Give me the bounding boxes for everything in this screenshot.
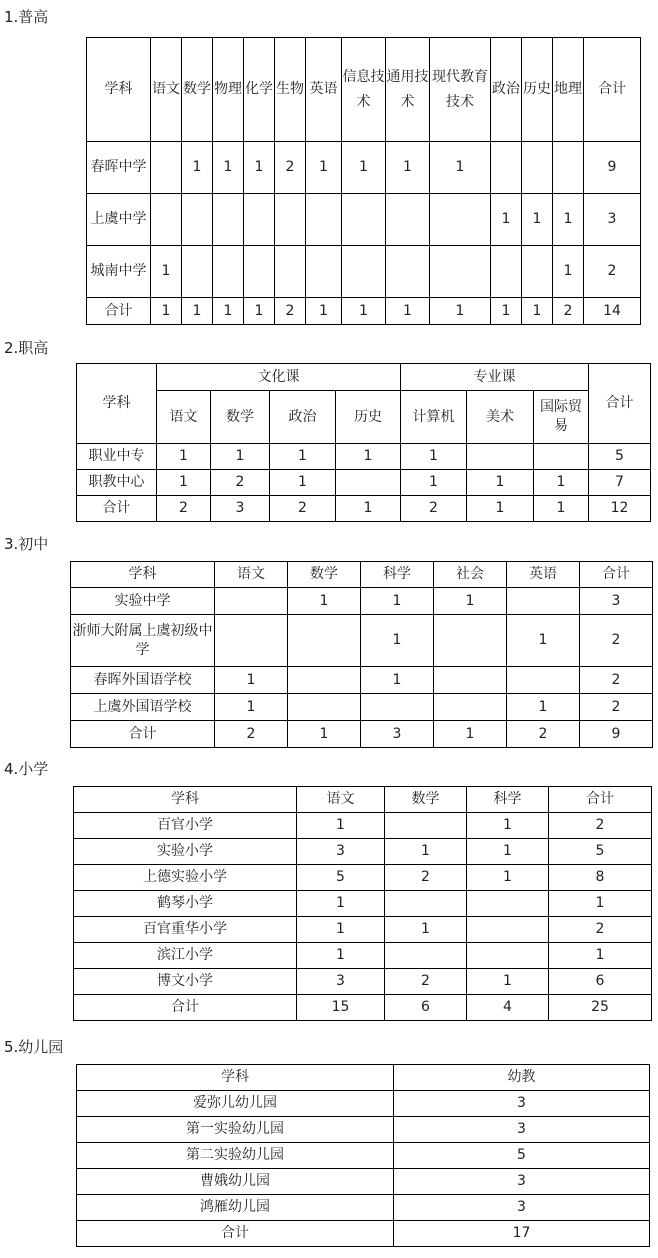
data-cell: 2 (580, 615, 653, 667)
column-header: 合计 (580, 562, 653, 588)
data-cell (244, 194, 275, 246)
data-cell: 3 (394, 1117, 650, 1143)
column-header: 英语 (507, 562, 580, 588)
data-cell (151, 142, 182, 194)
column-header: 语文 (157, 391, 211, 444)
data-cell: 1 (534, 496, 589, 522)
column-header: 英语 (306, 38, 342, 142)
data-cell: 14 (584, 298, 641, 325)
column-header: 政治 (491, 38, 522, 142)
column-header: 信息技术 (342, 38, 386, 142)
total-row (77, 1221, 650, 1247)
data-cell: 6 (549, 969, 652, 995)
data-cell: 1 (401, 444, 467, 470)
data-cell (522, 142, 553, 194)
data-cell: 1 (553, 246, 584, 298)
data-cell: 1 (211, 444, 270, 470)
data-cell: 9 (580, 721, 653, 748)
header-row (77, 1065, 650, 1091)
data-cell: 7 (589, 470, 651, 496)
data-cell: 1 (507, 615, 580, 667)
column-header: 语文 (151, 38, 182, 142)
data-cell (385, 943, 467, 969)
column-header: 科学 (361, 562, 434, 588)
data-cell: 1 (244, 298, 275, 325)
row-label: 鹤琴小学 (74, 891, 297, 917)
table-row (87, 246, 641, 298)
column-header: 数学 (182, 38, 213, 142)
data-cell: 1 (467, 496, 534, 522)
column-header: 政治 (270, 391, 336, 444)
column-header: 现代教育技术 (430, 38, 491, 142)
row-label: 上虞外国语学校 (71, 694, 215, 721)
column-header: 化学 (244, 38, 275, 142)
row-label: 合计 (71, 721, 215, 748)
data-cell: 2 (580, 694, 653, 721)
column-header: 学科 (71, 562, 215, 588)
data-cell: 2 (385, 969, 467, 995)
column-header: 合计 (584, 38, 641, 142)
row-label: 合计 (77, 1221, 394, 1247)
data-cell: 1 (213, 142, 244, 194)
data-cell: 3 (394, 1091, 650, 1117)
header-total: 合计 (589, 364, 651, 444)
data-cell (430, 194, 491, 246)
data-cell: 1 (215, 694, 288, 721)
data-cell: 1 (430, 142, 491, 194)
column-header: 语文 (215, 562, 288, 588)
data-cell: 1 (297, 891, 385, 917)
column-header: 美术 (467, 391, 534, 444)
data-cell: 5 (549, 839, 652, 865)
data-cell: 3 (211, 496, 270, 522)
data-cell (491, 142, 522, 194)
row-label: 百官重华小学 (74, 917, 297, 943)
data-cell: 1 (386, 142, 430, 194)
table-kindergarten (76, 1064, 650, 1247)
table-row (74, 839, 652, 865)
data-cell: 1 (549, 943, 652, 969)
data-cell (182, 246, 213, 298)
data-cell: 12 (589, 496, 651, 522)
data-cell: 1 (244, 142, 275, 194)
data-cell: 3 (361, 721, 434, 748)
data-cell (361, 694, 434, 721)
data-cell (213, 246, 244, 298)
data-cell: 1 (467, 470, 534, 496)
section-heading-4: 4.小学 (4, 760, 49, 778)
column-header: 合计 (549, 787, 652, 813)
data-cell: 1 (151, 298, 182, 325)
data-cell: 25 (549, 995, 652, 1021)
table-row (87, 142, 641, 194)
data-cell: 1 (336, 444, 401, 470)
column-header: 幼教 (394, 1065, 650, 1091)
table-row (77, 470, 651, 496)
data-cell: 2 (270, 496, 336, 522)
data-cell: 1 (491, 298, 522, 325)
row-label: 合计 (87, 298, 151, 325)
table-row (74, 969, 652, 995)
data-cell: 1 (157, 470, 211, 496)
data-cell (386, 194, 430, 246)
data-cell (467, 891, 549, 917)
table-row (74, 917, 652, 943)
data-cell: 1 (491, 194, 522, 246)
data-cell (275, 246, 306, 298)
section-heading-2: 2.职高 (4, 339, 49, 357)
data-cell: 1 (467, 865, 549, 891)
column-header: 语文 (297, 787, 385, 813)
table-row (71, 615, 653, 667)
data-cell (553, 142, 584, 194)
data-cell: 5 (394, 1143, 650, 1169)
data-cell: 1 (386, 298, 430, 325)
data-cell: 2 (385, 865, 467, 891)
data-cell: 2 (215, 721, 288, 748)
total-row (77, 496, 651, 522)
table-vocational-school (76, 363, 651, 522)
total-row (87, 298, 641, 325)
data-cell: 2 (553, 298, 584, 325)
column-header: 通用技术 (386, 38, 430, 142)
data-cell: 1 (385, 839, 467, 865)
data-cell (491, 246, 522, 298)
data-cell: 1 (361, 615, 434, 667)
data-cell (467, 444, 534, 470)
data-cell: 1 (467, 813, 549, 839)
data-cell: 1 (306, 142, 342, 194)
row-label: 第一实验幼儿园 (77, 1117, 394, 1143)
row-label: 春晖外国语学校 (71, 667, 215, 694)
data-cell: 2 (584, 246, 641, 298)
table-row (77, 1169, 650, 1195)
row-label: 春晖中学 (87, 142, 151, 194)
column-header: 历史 (522, 38, 553, 142)
data-cell (151, 194, 182, 246)
data-cell: 8 (549, 865, 652, 891)
header-subject: 学科 (77, 364, 157, 444)
table-row (71, 694, 653, 721)
data-cell (306, 246, 342, 298)
row-label: 职教中心 (77, 470, 157, 496)
data-cell: 1 (430, 298, 491, 325)
data-cell: 1 (297, 943, 385, 969)
row-label: 实验小学 (74, 839, 297, 865)
data-cell: 1 (522, 194, 553, 246)
data-cell (244, 246, 275, 298)
table-row (77, 1117, 650, 1143)
header-row (74, 787, 652, 813)
data-cell: 3 (394, 1195, 650, 1221)
row-label: 曹娥幼儿园 (77, 1169, 394, 1195)
row-label: 上虞中学 (87, 194, 151, 246)
data-cell (215, 615, 288, 667)
table-row (74, 865, 652, 891)
table-row (74, 943, 652, 969)
data-cell: 1 (553, 194, 584, 246)
data-cell: 1 (342, 142, 386, 194)
data-cell: 5 (589, 444, 651, 470)
table-middle-school (70, 561, 653, 748)
data-cell: 3 (394, 1169, 650, 1195)
data-cell: 3 (297, 969, 385, 995)
data-cell: 1 (401, 470, 467, 496)
column-header: 数学 (211, 391, 270, 444)
row-label: 合计 (77, 496, 157, 522)
data-cell: 9 (584, 142, 641, 194)
column-header: 学科 (74, 787, 297, 813)
data-cell: 1 (151, 246, 182, 298)
row-label: 百官小学 (74, 813, 297, 839)
data-cell: 2 (211, 470, 270, 496)
section-heading-5: 5.幼儿园 (4, 1038, 64, 1056)
row-label: 爱弥儿幼儿园 (77, 1091, 394, 1117)
column-header: 历史 (336, 391, 401, 444)
data-cell: 1 (288, 721, 361, 748)
column-header: 计算机 (401, 391, 467, 444)
data-cell: 3 (584, 194, 641, 246)
data-cell: 3 (580, 588, 653, 615)
data-cell: 1 (434, 721, 507, 748)
data-cell: 1 (549, 891, 652, 917)
row-label: 实验中学 (71, 588, 215, 615)
table-row (77, 444, 651, 470)
data-cell: 2 (401, 496, 467, 522)
data-cell: 4 (467, 995, 549, 1021)
column-header: 学科 (77, 1065, 394, 1091)
data-cell (182, 194, 213, 246)
group-header-culture: 文化课 (157, 364, 401, 391)
row-label: 上德实验小学 (74, 865, 297, 891)
data-cell (430, 246, 491, 298)
data-cell: 2 (580, 667, 653, 694)
row-label: 城南中学 (87, 246, 151, 298)
column-header: 生物 (275, 38, 306, 142)
data-cell: 1 (336, 496, 401, 522)
data-cell (507, 667, 580, 694)
data-cell (288, 615, 361, 667)
data-cell (275, 194, 306, 246)
row-label: 鸿雁幼儿园 (77, 1195, 394, 1221)
data-cell (386, 246, 430, 298)
data-cell (288, 694, 361, 721)
table-row (77, 1195, 650, 1221)
data-cell: 6 (385, 995, 467, 1021)
data-cell: 1 (361, 667, 434, 694)
data-cell (434, 615, 507, 667)
data-cell: 1 (507, 694, 580, 721)
data-cell: 1 (361, 588, 434, 615)
row-label: 滨江小学 (74, 943, 297, 969)
data-cell: 1 (434, 588, 507, 615)
data-cell: 1 (342, 298, 386, 325)
data-cell: 2 (157, 496, 211, 522)
column-header: 物理 (213, 38, 244, 142)
row-label: 合计 (74, 995, 297, 1021)
header-row (71, 562, 653, 588)
data-cell: 2 (275, 298, 306, 325)
table-row (74, 891, 652, 917)
data-cell: 1 (270, 444, 336, 470)
table-row (74, 813, 652, 839)
table-row (87, 194, 641, 246)
data-cell (434, 694, 507, 721)
data-cell: 2 (507, 721, 580, 748)
row-label: 第二实验幼儿园 (77, 1143, 394, 1169)
group-header-major: 专业课 (401, 364, 589, 391)
data-cell: 1 (182, 142, 213, 194)
row-label: 浙师大附属上虞初级中学 (71, 615, 215, 667)
table-row (77, 1091, 650, 1117)
column-header: 地理 (553, 38, 584, 142)
section-heading-1: 1.普高 (4, 8, 49, 26)
column-header: 数学 (288, 562, 361, 588)
data-cell (213, 194, 244, 246)
data-cell (434, 667, 507, 694)
data-cell: 1 (288, 588, 361, 615)
data-cell (507, 588, 580, 615)
data-cell (336, 470, 401, 496)
data-cell: 3 (297, 839, 385, 865)
data-cell (522, 246, 553, 298)
row-label: 博文小学 (74, 969, 297, 995)
data-cell: 2 (549, 917, 652, 943)
column-header: 科学 (467, 787, 549, 813)
data-cell (534, 444, 589, 470)
data-cell (342, 194, 386, 246)
header-subject: 学科 (87, 38, 151, 142)
table-high-school (86, 37, 641, 325)
data-cell: 1 (182, 298, 213, 325)
data-cell: 15 (297, 995, 385, 1021)
total-row (71, 721, 653, 748)
data-cell: 1 (213, 298, 244, 325)
column-header: 社会 (434, 562, 507, 588)
column-header: 国际贸易 (534, 391, 589, 444)
data-cell: 1 (306, 298, 342, 325)
data-cell (288, 667, 361, 694)
data-cell: 1 (297, 917, 385, 943)
table-row (77, 1143, 650, 1169)
data-cell: 17 (394, 1221, 650, 1247)
data-cell (215, 588, 288, 615)
data-cell: 1 (270, 470, 336, 496)
data-cell: 2 (549, 813, 652, 839)
data-cell: 1 (297, 813, 385, 839)
data-cell: 1 (534, 470, 589, 496)
column-header: 数学 (385, 787, 467, 813)
data-cell: 1 (467, 839, 549, 865)
section-heading-3: 3.初中 (4, 535, 49, 553)
table-row (71, 588, 653, 615)
data-cell: 1 (215, 667, 288, 694)
data-cell: 1 (522, 298, 553, 325)
data-cell (467, 917, 549, 943)
table-primary-school (73, 786, 652, 1021)
data-cell: 2 (275, 142, 306, 194)
table-row (71, 667, 653, 694)
data-cell (385, 891, 467, 917)
data-cell: 5 (297, 865, 385, 891)
data-cell (306, 194, 342, 246)
total-row (74, 995, 652, 1021)
data-cell: 1 (385, 917, 467, 943)
data-cell (385, 813, 467, 839)
data-cell: 1 (157, 444, 211, 470)
data-cell (342, 246, 386, 298)
data-cell: 1 (467, 969, 549, 995)
row-label: 职业中专 (77, 444, 157, 470)
data-cell (467, 943, 549, 969)
